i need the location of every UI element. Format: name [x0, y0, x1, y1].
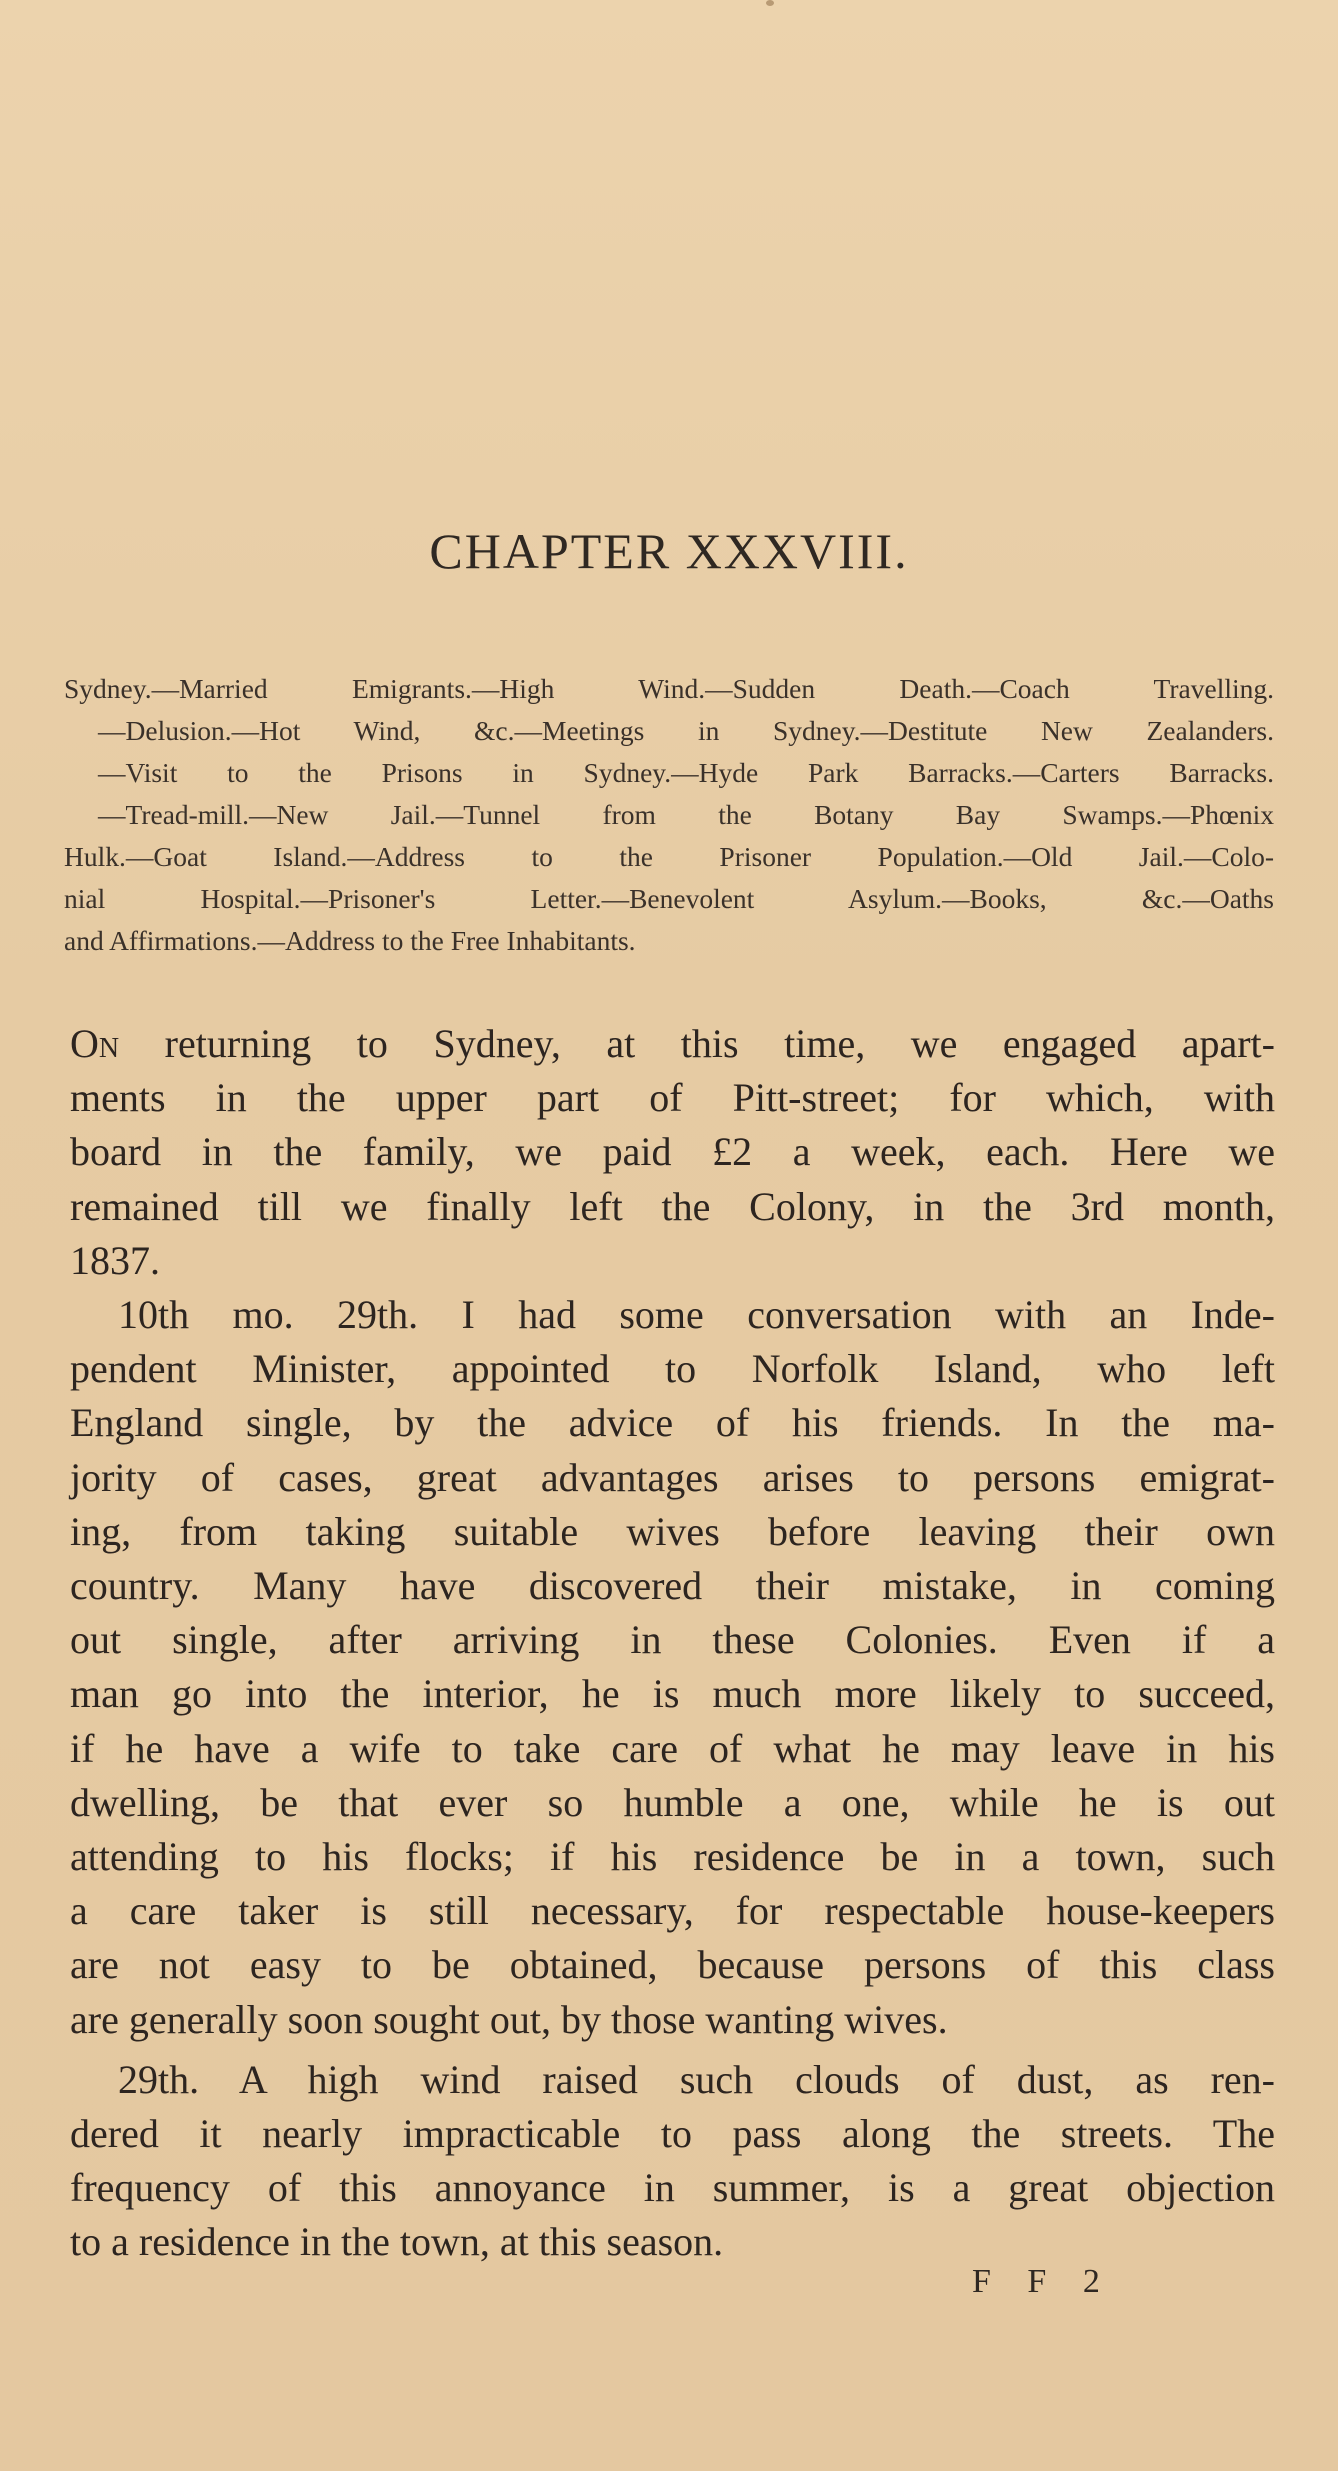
body-line: ments in the upper part of Pitt-street; for which, with [70, 1075, 1275, 1121]
body-line: attending to his flocks; if his residence be in a town, such [70, 1834, 1275, 1880]
body-line: 1837. [70, 1237, 160, 1283]
synopsis-line: —Visit to the Prisons in Sydney.—Hyde Park Barracks.—Carters Barracks. [98, 757, 1274, 788]
body-line: England single, by the advice of his friends. In the ma- [70, 1400, 1275, 1446]
body-line: if he have a wife to take care of what he may leave in his [70, 1725, 1275, 1771]
synopsis-line: Hulk.—Goat Island.—Address to the Prisoner Population.—Old Jail.—Colo- [64, 841, 1274, 872]
drop-word: On [70, 1021, 120, 1066]
body-line: to a residence in the town, at this season. [70, 2219, 724, 2265]
body-line: a care taker is still necessary, for respectable house-keepers [70, 1888, 1275, 1934]
synopsis-line: Sydney.—Married Emigrants.—High Wind.—Sudden Death.—Coach Travelling. [64, 673, 1274, 704]
body-line: man go into the interior, he is much more likely to succeed, [70, 1671, 1275, 1717]
body-line: dwelling, be that ever so humble a one, while he is out [70, 1779, 1275, 1825]
body-line: out single, after arriving in these Colonies. Even if a [70, 1617, 1275, 1663]
body-line: board in the family, we paid £2 a week, each. Here we [70, 1129, 1275, 1175]
body-line: jority of cases, great advantages arises to persons emigrat- [70, 1454, 1275, 1500]
synopsis-line: nial Hospital.—Prisoner's Letter.—Benevolent Asylum.—Books, &c.—Oaths [64, 883, 1274, 914]
synopsis-line: and Affirmations.—Address to the Free Inhabitants. [64, 925, 636, 956]
synopsis-line: —Delusion.—Hot Wind, &c.—Meetings in Sydney.—Destitute New Zealanders. [98, 715, 1274, 746]
body-line: frequency of this annoyance in summer, is a great objection [70, 2165, 1275, 2211]
body-line-rest: returning to Sydney, at this time, we engaged apart- [119, 1021, 1275, 1066]
body-line: remained till we finally left the Colony, in the 3rd month, [70, 1183, 1275, 1229]
chapter-synopsis [64, 668, 1274, 962]
body-line: 10th mo. 29th. I had some conversation with an Inde- [118, 1292, 1275, 1338]
synopsis-line: —Tread-mill.—New Jail.—Tunnel from the Botany Bay Swamps.—Phœnix [98, 799, 1274, 830]
body-line: are not easy to be obtained, because persons of this class [70, 1942, 1275, 1988]
signature-mark: F F 2 [972, 2263, 1114, 2300]
chapter-heading: CHAPTER XXXVIII. [429, 523, 909, 579]
paper-speck [766, 0, 774, 6]
body-line: dered it nearly impracticable to pass along the streets. The [70, 2111, 1275, 2157]
body-line: pendent Minister, appointed to Norfolk Island, who left [70, 1346, 1275, 1392]
body-line: 29th. A high wind raised such clouds of dust, as ren- [118, 2056, 1275, 2102]
body-text [70, 1017, 1275, 2270]
body-line [70, 1017, 1275, 1071]
body-line: country. Many have discovered their mistake, in coming [70, 1563, 1275, 1609]
body-line: ing, from taking suitable wives before leaving their own [70, 1508, 1275, 1554]
body-line: are generally soon sought out, by those wanting wives. [70, 1996, 948, 2042]
